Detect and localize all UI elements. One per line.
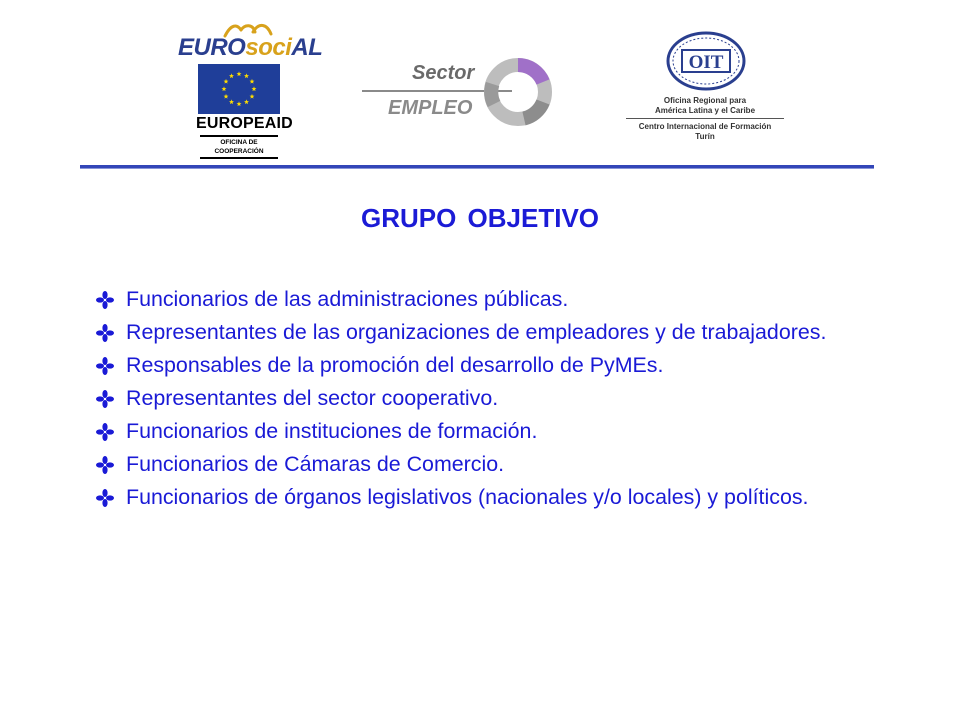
eu-star-icon [252,86,257,91]
eu-star-icon [222,86,227,91]
oit-line1: Oficina Regional para [663,96,747,105]
eu-flag-icon [198,64,280,114]
list-item: Funcionarios de instituciones de formación. [92,419,882,444]
list-item: Representantes de las organizaciones de empleadores y de trabajadores. [92,320,882,345]
list-item: Funcionarios de órganos legislativos (nacionales y/o locales) y políticos. [92,485,882,510]
list-item: Funcionarios de las administraciones públicas. [92,287,882,312]
diamond-bullet-icon [96,291,114,309]
diamond-bullet-icon [96,423,114,441]
eu-star-icon [229,73,234,78]
eu-star-icon [229,99,234,104]
europeaid-office: OFICINA DE COOPERACIÓN [214,139,264,155]
list-item: Funcionarios de Cámaras de Comercio. [92,452,882,477]
oit-line3: Centro Internacional de Formación [638,122,772,131]
eurosocial-logo [178,22,323,62]
list-item: Representantes del sector cooperativo. [92,386,882,411]
empleo-label: EMPLEO [388,97,473,119]
eu-star-icon [237,71,242,76]
eu-star-icon [244,99,249,104]
list-item: Responsables de la promoción del desarrollo de PyMEs. [92,353,882,378]
diamond-bullet-icon [96,324,114,342]
oit-text [620,96,790,142]
eu-star-icon [250,94,255,99]
eu-star-icon [224,79,229,84]
slide-title: GRUPO OBJETIVO [360,203,600,233]
oit-line4: Turín [695,132,715,141]
svg-text:OIT: OIT [688,52,724,73]
oit-emblem-icon [664,30,748,92]
sector-ring-icon [480,54,556,130]
diamond-bullet-icon [96,357,114,375]
eu-star-icon [244,73,249,78]
diamond-bullet-icon [96,456,114,474]
eu-star-icon [250,79,255,84]
sector-empleo-logo [362,52,562,132]
eu-star-icon [224,94,229,99]
eurosocial-wordmark: EUROsociAL [178,34,323,61]
sector-label: Sector [412,62,475,84]
diamond-bullet-icon [96,390,114,408]
europeaid-logo [196,114,293,155]
europeaid-name: EUROPEAID [196,115,293,132]
eu-star-icon [237,101,242,106]
oit-line2: América Latina y el Caribe [654,106,756,115]
diamond-bullet-icon [96,489,114,507]
bullet-list [92,287,882,518]
